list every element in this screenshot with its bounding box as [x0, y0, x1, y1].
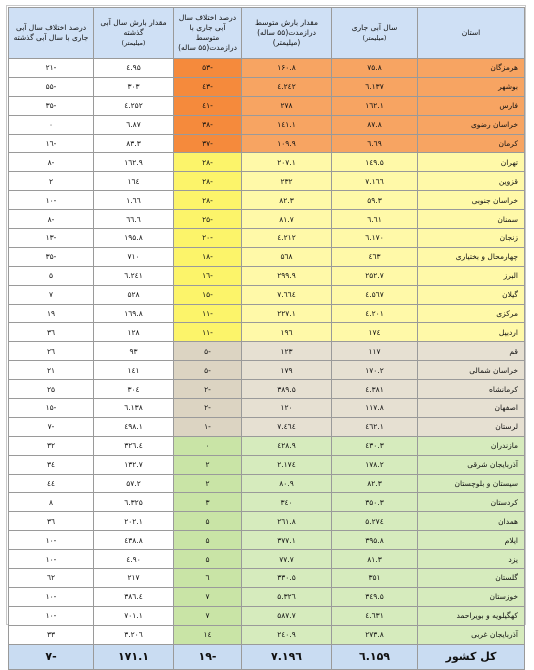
pct-vs-prev-cell: ۲٦ [9, 342, 94, 361]
table-row [9, 229, 525, 248]
pct-vs-prev-cell: -۱۵ [9, 399, 94, 418]
province-cell: گلستان [418, 569, 525, 588]
province-cell: همدان [418, 512, 525, 531]
table-row [9, 474, 525, 493]
pct-vs-prev-cell: ۳۲ [9, 436, 94, 455]
current-year-cell: ۸۷.۸ [332, 115, 418, 134]
long-term-avg-cell: ۲۱۲.٤ [242, 229, 332, 248]
pct-vs-prev-cell: -۳۵ [9, 96, 94, 115]
table-row [9, 625, 525, 644]
table-row [9, 342, 525, 361]
pct-vs-avg-cell: -۱۱ [174, 304, 242, 323]
long-term-avg-cell: ۱۶۰.۸ [242, 59, 332, 78]
pct-vs-avg-cell: -۱۱ [174, 323, 242, 342]
current-year-cell: ۲۷٤.۵ [332, 512, 418, 531]
long-term-avg-cell: ۲٦۱.۸ [242, 512, 332, 531]
current-year-cell: ۵۹.۳ [332, 191, 418, 210]
province-cell: گیلان [418, 285, 525, 304]
table-row [9, 115, 525, 134]
pct-vs-avg-cell: -۱٦ [174, 266, 242, 285]
long-term-avg-cell: ٤۲۸.۹ [242, 436, 332, 455]
pct-vs-prev-cell: ۱۹ [9, 304, 94, 323]
pct-vs-avg-cell: -۲۸ [174, 191, 242, 210]
prev-year-cell: ٤۳۸.۸ [94, 531, 174, 550]
current-year-cell: ۱٤۹.۵ [332, 153, 418, 172]
prev-year-cell: ٦٦.۱ [94, 191, 174, 210]
current-year-cell: ۱۳۷.٦ [332, 77, 418, 96]
header-long-term-avg: مقدار بارش متوسط درازمدت(۵۵ ساله) (میلیمتر) [242, 8, 332, 59]
long-term-avg-cell: ۱٤۱.۱ [242, 115, 332, 134]
prev-year-cell: ۳۸٦.٤ [94, 587, 174, 606]
province-cell: سیستان و بلوچستان [418, 474, 525, 493]
header-province: استان [418, 8, 525, 59]
prev-year-cell: ۵۲۸ [94, 285, 174, 304]
pct-vs-avg-cell: -۱۸ [174, 247, 242, 266]
long-term-avg-cell: ۷۷.۷ [242, 550, 332, 569]
pct-vs-avg-cell: -۳۸ [174, 115, 242, 134]
pct-vs-prev-cell: -۱۰ [9, 550, 94, 569]
pct-vs-prev-cell: ۰ [9, 115, 94, 134]
table-row [9, 172, 525, 191]
province-cell: ایلام [418, 531, 525, 550]
table-row [9, 512, 525, 531]
province-cell: مرکزی [418, 304, 525, 323]
table-row [9, 59, 525, 78]
table-row [9, 587, 525, 606]
table-row [9, 455, 525, 474]
prev-year-cell: ۹۳ [94, 342, 174, 361]
pct-vs-avg-cell: -۲ [174, 399, 242, 418]
current-year-cell: ۱٦۲.۱ [332, 96, 418, 115]
long-term-avg-cell: ۳٤۰ [242, 493, 332, 512]
pct-vs-prev-cell: ۸ [9, 493, 94, 512]
pct-vs-prev-cell: -۵۵ [9, 77, 94, 96]
pct-vs-avg-cell: ۳ [174, 493, 242, 512]
current-year-cell: ۸۲.۳ [332, 474, 418, 493]
prev-year-cell: ۱٦۹.۸ [94, 304, 174, 323]
long-term-avg-cell: ۲٤۲.٤ [242, 77, 332, 96]
pct-vs-avg-cell: -۵۳ [174, 59, 242, 78]
table-row [9, 266, 525, 285]
long-term-avg-cell: ۱۹٦ [242, 323, 332, 342]
pct-vs-avg-cell: ۰ [174, 436, 242, 455]
current-year-cell: ۲۵۲.۷ [332, 266, 418, 285]
pct-vs-avg-cell: ۷ [174, 587, 242, 606]
pct-vs-avg-cell: ۱٤ [174, 625, 242, 644]
prev-year-cell: ۱۳۸.٦ [94, 399, 174, 418]
pct-vs-avg-cell: -٤۳ [174, 77, 242, 96]
pct-vs-prev-cell: -۱۳ [9, 229, 94, 248]
pct-vs-prev-cell: -۱۰ [9, 191, 94, 210]
long-term-avg-cell: ۱۲۳ [242, 342, 332, 361]
long-term-avg-cell: ۸۱.۷ [242, 210, 332, 229]
province-cell: خوزستان [418, 587, 525, 606]
prev-year-cell: ۱٦۲.۹ [94, 153, 174, 172]
current-year-cell: ۱۷۸.۲ [332, 455, 418, 474]
province-cell: قزوین [418, 172, 525, 191]
total-pct-prev: -۷ [9, 644, 94, 669]
long-term-avg-cell: ۸۰.۹ [242, 474, 332, 493]
pct-vs-avg-cell: -۵ [174, 342, 242, 361]
prev-year-cell: ۸۳.۳ [94, 134, 174, 153]
header-pct-vs-avg: درصد اختلاف سال آبی جاری با متوسط درازمدت(۵۵ ساله) [174, 8, 242, 59]
current-year-cell: ۳۹۵.۸ [332, 531, 418, 550]
pct-vs-avg-cell: ۵ [174, 550, 242, 569]
total-avg: ۱۹٦.۷ [242, 644, 332, 669]
pct-vs-prev-cell: -۱٦ [9, 134, 94, 153]
current-year-cell: ۷۵.۸ [332, 59, 418, 78]
table-row [9, 436, 525, 455]
province-cell: یزد [418, 550, 525, 569]
pct-vs-prev-cell: ۲ [9, 172, 94, 191]
total-prev: ۱۷۱.۱ [94, 644, 174, 669]
prev-year-cell: ۲۰٦.۳ [94, 625, 174, 644]
current-year-cell: ۱۱۷.۸ [332, 399, 418, 418]
province-cell: کرمان [418, 134, 525, 153]
current-year-cell: ۱۷٤ [332, 323, 418, 342]
table-row [9, 361, 525, 380]
current-year-cell: ٤٦۲.۱ [332, 417, 418, 436]
table-row [9, 493, 525, 512]
pct-vs-avg-cell: ۷ [174, 606, 242, 625]
province-cell: اصفهان [418, 399, 525, 418]
current-year-cell: ٤۳۰.۳ [332, 436, 418, 455]
prev-year-cell: ۱٤۱ [94, 361, 174, 380]
table-row [9, 417, 525, 436]
long-term-avg-cell: ۱۲۰ [242, 399, 332, 418]
pct-vs-prev-cell: -۷ [9, 417, 94, 436]
province-cell: کهگیلویه و بویراحمد [418, 606, 525, 625]
province-cell: فارس [418, 96, 525, 115]
pct-vs-prev-cell: -۱۰ [9, 587, 94, 606]
total-label: کل کشور [418, 644, 525, 669]
current-year-cell: ٦۳۱.٤ [332, 606, 418, 625]
prev-year-cell: ۳۰۳ [94, 77, 174, 96]
current-year-cell: ٤٦۳ [332, 247, 418, 266]
pct-vs-avg-cell: -۱ [174, 417, 242, 436]
table-row [9, 531, 525, 550]
pct-vs-prev-cell: ٦۲ [9, 569, 94, 588]
prev-year-cell: ۵۷.۲ [94, 474, 174, 493]
prev-year-cell: ۱۳۲.۷ [94, 455, 174, 474]
prev-year-cell: ۲٤۱.٦ [94, 266, 174, 285]
long-term-avg-cell: ۳۸۹.۵ [242, 380, 332, 399]
pct-vs-prev-cell: ۲۱ [9, 361, 94, 380]
long-term-avg-cell: ۲۷۸ [242, 96, 332, 115]
current-year-cell: ٦۱.٦ [332, 210, 418, 229]
pct-vs-avg-cell: -۲۵ [174, 210, 242, 229]
current-year-cell: ۸۱.۳ [332, 550, 418, 569]
header-pct-vs-prev: درصد اختلاف سال آبی جاری با سال آبی گذشته [9, 8, 94, 59]
prev-year-cell: ۲۰۲.۱ [94, 512, 174, 531]
prev-year-cell: ۳۲٦.٤ [94, 436, 174, 455]
province-cell: لرستان [418, 417, 525, 436]
long-term-avg-cell: ۲۹۹.۹ [242, 266, 332, 285]
current-year-cell: ۳٤۹.۵ [332, 587, 418, 606]
header-row [9, 8, 525, 59]
province-cell: تهران [418, 153, 525, 172]
current-year-cell: ۱۷۰.٦ [332, 229, 418, 248]
province-cell: آذربایجان شرقی [418, 455, 525, 474]
prev-year-cell: ۱۹۵.۸ [94, 229, 174, 248]
pct-vs-avg-cell: ۲ [174, 455, 242, 474]
current-year-cell: ۱۱۷ [332, 342, 418, 361]
table-row [9, 134, 525, 153]
pct-vs-prev-cell: -۱۰ [9, 531, 94, 550]
province-cell: چهارمحال و بختیاری [418, 247, 525, 266]
province-cell: کرمانشاه [418, 380, 525, 399]
pct-vs-avg-cell: -۳۷ [174, 134, 242, 153]
prev-year-cell: ۸۷.٦ [94, 115, 174, 134]
long-term-avg-cell: ۳۳۰.۵ [242, 569, 332, 588]
prev-year-cell: ۲۱۷ [94, 569, 174, 588]
table-row [9, 77, 525, 96]
long-term-avg-cell: ۲۲۷.۱ [242, 304, 332, 323]
header-prev-year: مقدار بارش سال آبی گذشته (میلیمتر) [94, 8, 174, 59]
pct-vs-avg-cell: -۱۵ [174, 285, 242, 304]
table-row [9, 323, 525, 342]
table-row [9, 380, 525, 399]
province-cell: البرز [418, 266, 525, 285]
province-cell: آذربایجان غربی [418, 625, 525, 644]
prev-year-cell: ٦٦.٦ [94, 210, 174, 229]
long-term-avg-cell: ۱۷٤.۲ [242, 455, 332, 474]
prev-year-cell: ۳۲۵.٦ [94, 493, 174, 512]
pct-vs-prev-cell: ۳٦ [9, 323, 94, 342]
province-cell: بوشهر [418, 77, 525, 96]
pct-vs-prev-cell: ۳٤ [9, 455, 94, 474]
long-term-avg-cell: ٦٦٤.۷ [242, 285, 332, 304]
long-term-avg-cell: ٤٦٤.۷ [242, 417, 332, 436]
long-term-avg-cell: ۳۲٦.۵ [242, 587, 332, 606]
total-pct-avg: -۱۹ [174, 644, 242, 669]
table-row [9, 606, 525, 625]
current-year-cell: ۳۸۱.٤ [332, 380, 418, 399]
province-cell: قم [418, 342, 525, 361]
province-cell: کردستان [418, 493, 525, 512]
pct-vs-prev-cell: ۳۳ [9, 625, 94, 644]
long-term-avg-cell: ۸۲.۳ [242, 191, 332, 210]
pct-vs-avg-cell: ۵ [174, 512, 242, 531]
prev-year-cell: ۷۱۰ [94, 247, 174, 266]
long-term-avg-cell: ۵٦۸ [242, 247, 332, 266]
long-term-avg-cell: ۲۰۷.۱ [242, 153, 332, 172]
long-term-avg-cell: ۲٤۰.۹ [242, 625, 332, 644]
pct-vs-prev-cell: -۸ [9, 210, 94, 229]
current-year-cell: ۳۵۰.۳ [332, 493, 418, 512]
prev-year-cell: ۹۰.٤ [94, 550, 174, 569]
long-term-avg-cell: ۱۰۹.۹ [242, 134, 332, 153]
long-term-avg-cell: ۳۷۷.۱ [242, 531, 332, 550]
prev-year-cell: ۳۰٤ [94, 380, 174, 399]
current-year-cell: ۱۷۰.۲ [332, 361, 418, 380]
pct-vs-prev-cell: ۳٦ [9, 512, 94, 531]
province-cell: مازندران [418, 436, 525, 455]
province-cell: خراسان شمالی [418, 361, 525, 380]
table-body [9, 59, 525, 645]
pct-vs-prev-cell: ٤٤ [9, 474, 94, 493]
province-cell: اردبیل [418, 323, 525, 342]
pct-vs-avg-cell: ۲ [174, 474, 242, 493]
prev-year-cell: ۹۵.٤ [94, 59, 174, 78]
pct-vs-prev-cell: -۳۵ [9, 247, 94, 266]
current-year-cell: ٦۹.٦ [332, 134, 418, 153]
pct-vs-prev-cell: ۵ [9, 266, 94, 285]
total-row [9, 644, 525, 669]
pct-vs-avg-cell: ۵ [174, 531, 242, 550]
current-year-cell: ۳۵۱ [332, 569, 418, 588]
province-cell: هرمزگان [418, 59, 525, 78]
prev-year-cell: ۲۵۲.٤ [94, 96, 174, 115]
pct-vs-prev-cell: ۲۵ [9, 380, 94, 399]
pct-vs-avg-cell: -۲۰ [174, 229, 242, 248]
current-year-cell: ۵٦۷.٤ [332, 285, 418, 304]
table-row [9, 550, 525, 569]
pct-vs-avg-cell: -۵ [174, 361, 242, 380]
pct-vs-avg-cell: -۲ [174, 380, 242, 399]
prev-year-cell: ۱۲۸ [94, 323, 174, 342]
pct-vs-avg-cell: -۲۸ [174, 172, 242, 191]
current-year-cell: ۱٦٦.۷ [332, 172, 418, 191]
pct-vs-avg-cell: ٦ [174, 569, 242, 588]
table-row [9, 399, 525, 418]
total-current: ۱۵۹.٦ [332, 644, 418, 669]
pct-vs-prev-cell: ۷ [9, 285, 94, 304]
pct-vs-prev-cell: -۲۱ [9, 59, 94, 78]
table-row [9, 304, 525, 323]
long-term-avg-cell: ۱۷۹ [242, 361, 332, 380]
current-year-cell: ۲۷۳.۸ [332, 625, 418, 644]
table-row [9, 247, 525, 266]
current-year-cell: ۲۰۱.٤ [332, 304, 418, 323]
pct-vs-prev-cell: -۱۰ [9, 606, 94, 625]
pct-vs-prev-cell: -۸ [9, 153, 94, 172]
table-row [9, 569, 525, 588]
long-term-avg-cell: ۲۳۲ [242, 172, 332, 191]
province-cell: سمنان [418, 210, 525, 229]
rainfall-table [8, 7, 525, 670]
province-cell: خراسان رضوی [418, 115, 525, 134]
prev-year-cell: ۱٦٤ [94, 172, 174, 191]
table-row [9, 191, 525, 210]
pct-vs-avg-cell: -۲۸ [174, 153, 242, 172]
table-row [9, 285, 525, 304]
long-term-avg-cell: ۵۸۷.۷ [242, 606, 332, 625]
table-row [9, 96, 525, 115]
prev-year-cell: ٤۹۸.۱ [94, 417, 174, 436]
prev-year-cell: ۷۰۱.۱ [94, 606, 174, 625]
province-cell: زنجان [418, 229, 525, 248]
table-row [9, 210, 525, 229]
table-row [9, 153, 525, 172]
pct-vs-avg-cell: -٤۱ [174, 96, 242, 115]
province-cell: خراسان جنوبی [418, 191, 525, 210]
header-current-year: سال آبی جاری (میلیمتر) [332, 8, 418, 59]
